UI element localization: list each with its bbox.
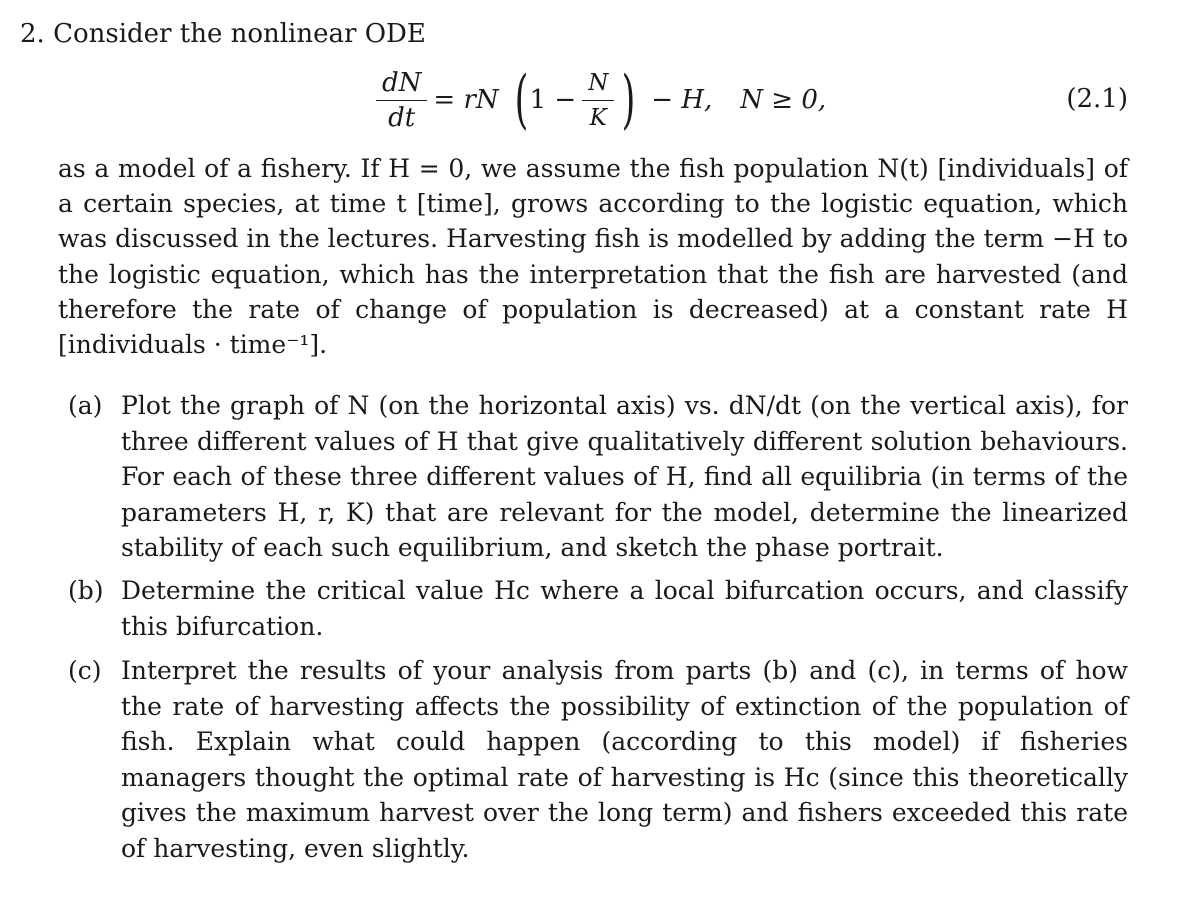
fraction-numerator: N [582, 68, 614, 101]
part-a [68, 388, 1128, 566]
left-paren: ( [514, 63, 528, 137]
one-minus: 1 − [529, 85, 577, 115]
intro-paragraph: as a model of a fishery. If H = 0, we assume the fish population N(t) [individuals] of a certain species, at time t [time], grows according to the logistic equation, which was discussed in the lectures. Harvesting fish is modelled by adding the term −H to the logistic equation, which has the interpretation that the fish are harvested (and therefore the rate of change of population is decreased) at a constant rate H [individuals · time⁻¹]. [58, 154, 1128, 360]
equation-number: (2.1) [1066, 84, 1128, 114]
derivative-numerator: dN [376, 68, 427, 101]
minus-h-term: − H, [651, 85, 713, 115]
part-label: (a) [68, 391, 103, 420]
domain-constraint: N ≥ 0, [740, 85, 827, 115]
problem-heading [20, 14, 426, 54]
part-label: (c) [68, 656, 102, 685]
part-text: Plot the graph of N (on the horizontal axis) vs. dN/dt (on the vertical axis), for three different values of H that give qualitatively different solution behaviours. For each of these three different values of H, find all equilibria (in terms of the parameters H, r, K) that are relevant for the model, determine the linearized stability of each such equilibrium, and sketch the phase portrait. [121, 391, 1128, 562]
fraction-denominator: K [589, 104, 607, 131]
n-over-k-fraction [582, 68, 614, 133]
problem-number: 2. [20, 19, 45, 49]
equals-rn: = rN [433, 85, 499, 115]
derivative-denominator: dt [388, 102, 416, 133]
part-text: Interpret the results of your analysis from parts (b) and (c), in terms of how the rate of harvesting affects the possibility of extinction of the population of fish. Explain what could happen (according to this model) if fisheries managers thought the optimal rate of harvesting is Hc (since this theoretically gives the maximum harvest over the long term) and fishers exceeded this rate of harvesting, even slightly. [121, 656, 1128, 863]
right-paren: ) [621, 63, 636, 137]
problem-intro: Consider the nonlinear ODE [53, 19, 426, 49]
derivative-fraction [376, 68, 427, 133]
part-text: Determine the critical value Hc where a local bifurcation occurs, and classify this bifurcation. [121, 576, 1128, 641]
part-label: (b) [68, 576, 104, 605]
part-b [68, 573, 1128, 644]
part-c [68, 653, 1128, 866]
ode-equation [370, 60, 826, 140]
